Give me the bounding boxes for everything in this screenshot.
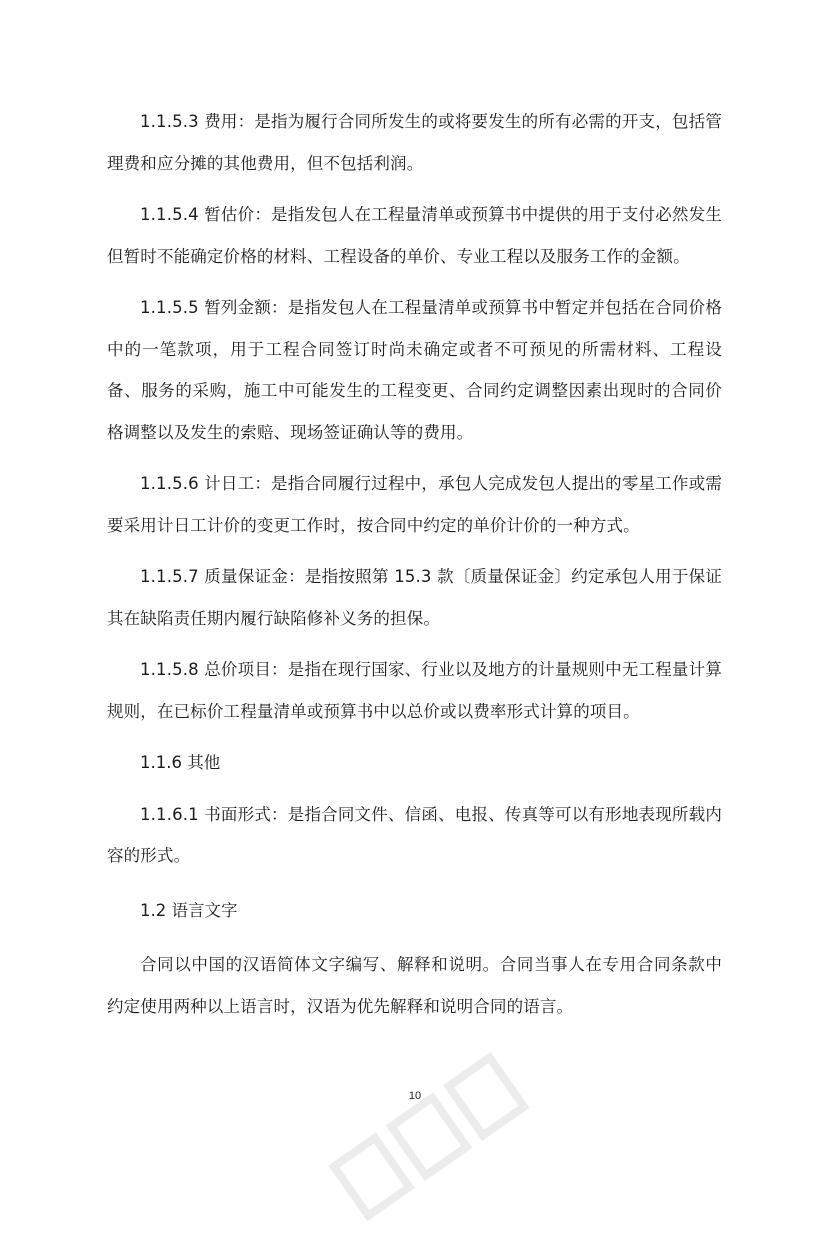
clause-1-1-5-4: 1.1.5.4 暂估价：是指发包人在工程量清单或预算书中提供的用于支付必然发生但暂时不能确定价格的材料、工程设备的单价、专业工程以及服务工作的金额。	[107, 205, 722, 266]
page-content	[107, 101, 722, 1027]
clause-1-1-5-7: 1.1.5.7 质量保证金：是指按照第 15.3 款〔质量保证金〕约定承包人用于保证其在缺陷责任期内履行缺陷修补义务的担保。	[107, 567, 722, 628]
clause-1-1-6-1: 1.1.6.1 书面形式：是指合同文件、信函、电报、传真等可以有形地表现所载内容的形式。	[107, 804, 722, 865]
page-number: 10	[408, 1090, 422, 1102]
clause-1-2-body: 合同以中国的汉语简体文字编写、解释和说明。合同当事人在专用合同条款中约定使用两种以上语言时，汉语为优先解释和说明合同的语言。	[107, 955, 722, 1016]
clause-1-1-5-3: 1.1.5.3 费用：是指为履行合同所发生的或将要发生的所有必需的开支，包括管理费和应分摊的其他费用，但不包括利润。	[107, 112, 722, 173]
clause-1-1-5-8: 1.1.5.8 总价项目：是指在现行国家、行业以及地方的计量规则中无工程量计算规则，在已标价工程量清单或预算书中以总价或以费率形式计算的项目。	[107, 660, 722, 721]
watermark-shape-icon	[324, 1047, 534, 1227]
section-heading-1-1-6: 1.1.6 其他	[140, 753, 221, 772]
clause-1-1-5-5: 1.1.5.5 暂列金额：是指发包人在工程量清单或预算书中暂定并包括在合同价格中的一笔款项，用于工程合同签订时尚未确定或者不可预见的所需材料、工程设备、服务的采购，施工中可能发生的工程变更、合同约定调整因素出现时的合同价格调整以及发生的索赔、现场签证确认等的费用。	[107, 298, 722, 442]
section-heading-1-2: 1.2 语言文字	[140, 900, 238, 920]
clause-1-1-5-6: 1.1.5.6 计日工：是指合同履行过程中，承包人完成发包人提出的零星工作或需要采用计日工计价的变更工作时，按合同中约定的单价计价的一种方式。	[107, 474, 722, 535]
watermark-graphic	[324, 1035, 556, 1235]
